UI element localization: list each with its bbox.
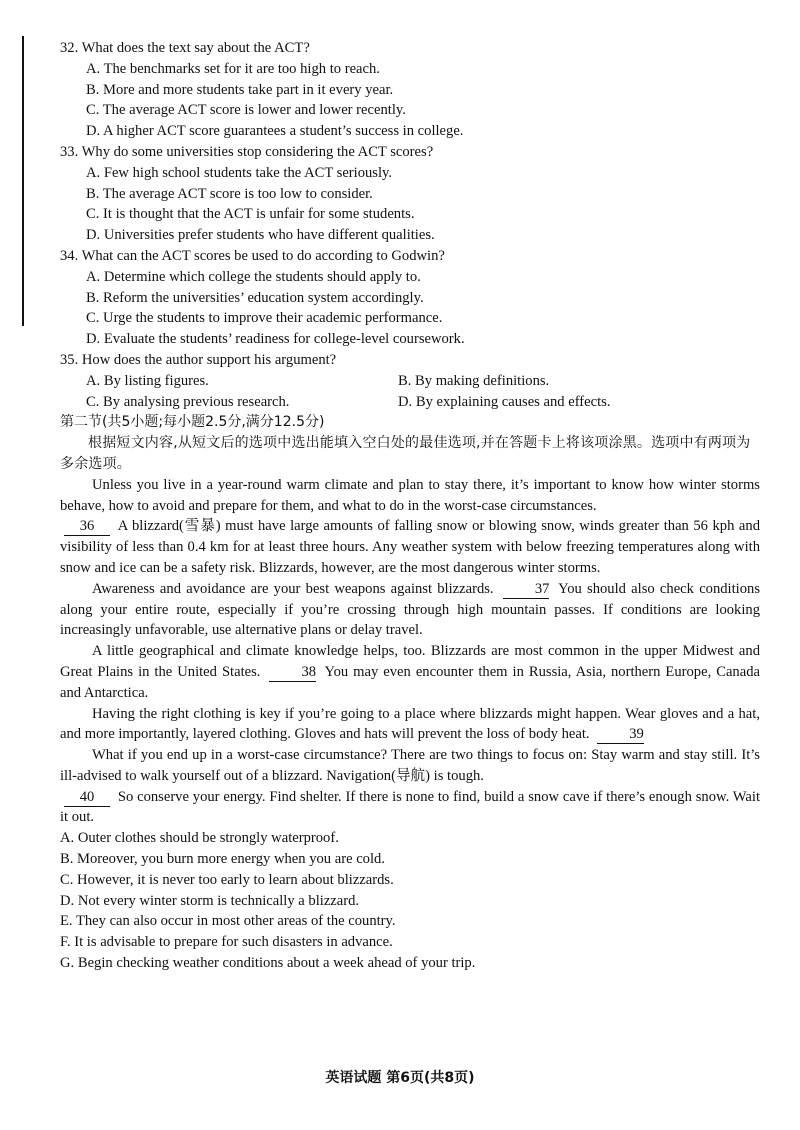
paragraph-text: Having the right clothing is key if you’re going to a place where blizzards might happen. Wear gloves and a hat, and more importantly, layered clothing. Gloves and hats will prevent the loss of body heat. (60, 705, 760, 743)
passage-paragraph-1: Unless you live in a year-round warm climate and plan to stay there, it’s important to know how winter storms behave, how to avoid and prepare for them, and what to do in the worst-case circumstances. (60, 476, 760, 514)
option-a: A. Determine which college the students should apply to. (86, 268, 421, 285)
option-a: A. By listing figures. (86, 372, 209, 389)
choice-c: C. However, it is never too early to learn about blizzards. (60, 871, 394, 888)
option-c: C. It is thought that the ACT is unfair for some students. (86, 206, 415, 223)
choice-d: D. Not every winter storm is technically a blizzard. (60, 892, 360, 909)
option-c: C. Urge the students to improve their academic performance. (86, 310, 443, 327)
question-35 (60, 350, 760, 412)
reading-passage (60, 475, 760, 829)
passage-paragraph-2 (60, 516, 760, 578)
choice-a: A. Outer clothes should be strongly waterproof. (60, 830, 339, 847)
choice-b: B. Moreover, you burn more energy when you are cold. (60, 851, 385, 868)
question-34 (60, 246, 760, 350)
passage-paragraph-6: What if you end up in a worst-case circumstance? There are two things to focus on: Stay warm and stay still. It’s ill-advised to walk yourself out of a blizzard. Navigation(导航) is tough. (60, 747, 760, 784)
option-a: A. The benchmarks set for it are too high to reach. (86, 60, 380, 77)
blank-37[interactable]: 37 (503, 581, 550, 599)
option-b: B. Reform the universities’ education system accordingly. (86, 289, 424, 306)
option-d: D. Universities prefer students who have different qualities. (86, 227, 435, 244)
passage-paragraph-7 (60, 787, 760, 829)
binding-line (22, 36, 24, 326)
paragraph-text: A blizzard(雪暴) must have large amounts of falling snow or blowing snow, winds greater than 56 kph and visibility of less than 0.4 km for at least three hours. Any weather system with below freezing temperatures along with snow and ice can be a safety risk. Blizzards, however, are the most dangerous winter storms. (60, 518, 760, 576)
question-stem: 35. How does the author support his argument? (60, 351, 337, 368)
blank-40[interactable]: 40 (64, 789, 110, 807)
question-stem: 34. What can the ACT scores be used to do according to Godwin? (60, 247, 445, 264)
choice-f: F. It is advisable to prepare for such disasters in advance. (60, 934, 393, 951)
option-c: C. The average ACT score is lower and lower recently. (86, 102, 406, 119)
paragraph-text: Awareness and avoidance are your best weapons against blizzards. (92, 580, 494, 597)
option-a: A. Few high school students take the ACT seriously. (86, 164, 393, 181)
option-b: B. The average ACT score is too low to consider. (86, 185, 373, 202)
paragraph-text: So conserve your energy. Find shelter. If there is none to find, build a snow cave if there’s enough snow. Wait it out. (60, 788, 760, 826)
paragraph-text: A little geographical and climate knowledge helps, too. Blizzards are most common in the upper Midwest and Great Plains in the United States. (60, 643, 760, 680)
option-c: C. By analysing previous research. (86, 393, 290, 410)
passage-paragraph-5 (60, 704, 760, 746)
paragraph-text: You should also check conditions along your entire route, especially if you’re crossing through high mountain passes. If conditions are looking increasingly unfavorable, use alternative plans or delay travel. (60, 580, 760, 639)
section-instruction: 根据短文内容,从短文后的选项中选出能填入空白处的最佳选项,并在答题卡上将该项涂黑。选项中有两项为多余选项。 (60, 435, 751, 472)
choice-g: G. Begin checking weather conditions about a week ahead of your trip. (60, 955, 476, 972)
option-b: B. By making definitions. (398, 372, 550, 389)
page-footer: 英语试题 第6页(共8页) (325, 1070, 475, 1086)
option-row (86, 392, 760, 413)
blank-38[interactable]: 38 (269, 664, 316, 682)
option-d: D. Evaluate the students’ readiness for college-level coursework. (86, 331, 465, 348)
option-b: B. More and more students take part in it every year. (86, 81, 394, 98)
passage-paragraph-3 (60, 579, 760, 641)
question-33 (60, 142, 760, 246)
paragraph-text: You may even encounter them in Russia, Asia, northern Europe, Canada and Antarctica. (60, 663, 760, 701)
question-stem: 33. Why do some universities stop considering the ACT scores? (60, 143, 434, 160)
exam-page (60, 38, 760, 974)
choice-e: E. They can also occur in most other areas of the country. (60, 913, 396, 930)
blank-36[interactable]: 36 (64, 518, 110, 536)
section-heading: 第二节(共5小题;每小题2.5分,满分12.5分) (60, 414, 325, 431)
question-32 (60, 38, 760, 142)
option-d: D. By explaining causes and effects. (398, 393, 611, 410)
blank-39[interactable]: 39 (597, 726, 644, 744)
answer-choices (60, 828, 760, 974)
passage-paragraph-4 (60, 641, 760, 703)
option-d: D. A higher ACT score guarantees a student’s success in college. (86, 123, 464, 140)
question-stem: 32. What does the text say about the ACT? (60, 40, 310, 56)
option-row (86, 371, 760, 392)
